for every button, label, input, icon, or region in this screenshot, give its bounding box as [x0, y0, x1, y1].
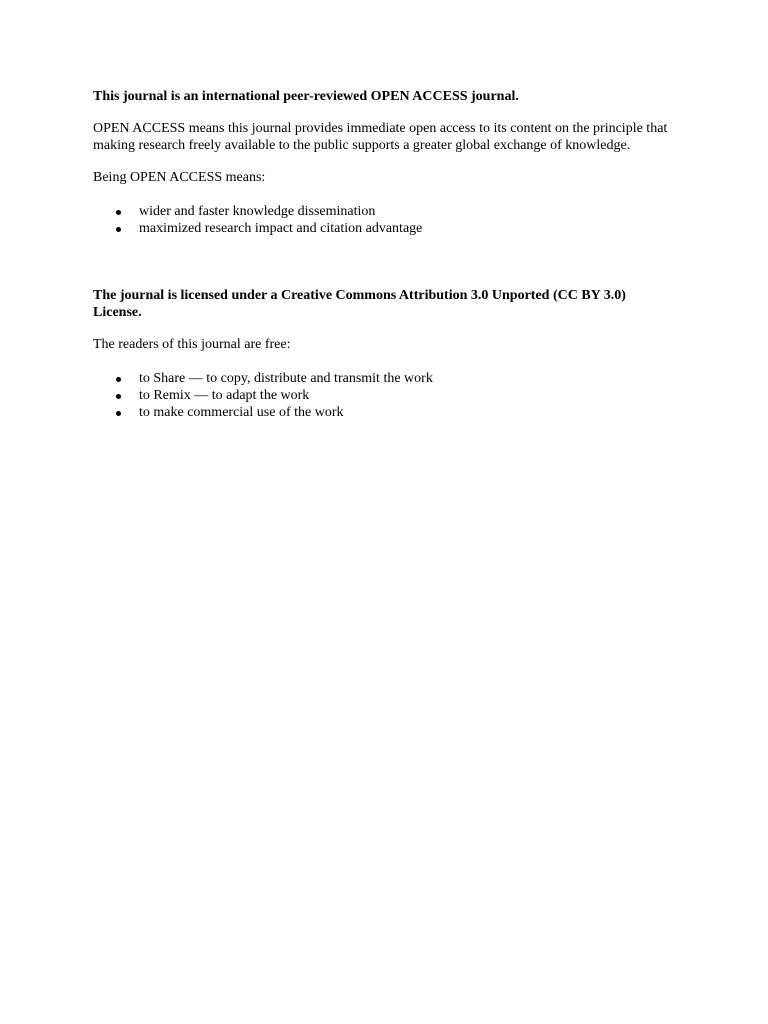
bullet-icon — [116, 377, 121, 382]
list-item-text: to make commercial use of the work — [139, 405, 344, 420]
document-body — [93, 88, 673, 421]
journal-heading: This journal is an international peer-reviewed OPEN ACCESS journal. — [93, 89, 519, 104]
benefits-list — [93, 203, 673, 237]
benefits-lead: Being OPEN ACCESS means: — [93, 170, 266, 185]
bullet-icon — [116, 227, 121, 232]
list-item — [93, 387, 673, 404]
bullet-icon — [116, 394, 121, 399]
license-heading: The journal is licensed under a Creative Commons Attribution 3.0 Unported (CC BY 3.0) License. — [93, 288, 626, 320]
list-item-text: to Remix — to adapt the work — [139, 388, 310, 403]
list-item-text: wider and faster knowledge dissemination — [139, 204, 376, 219]
list-item-text: maximized research impact and citation advantage — [139, 221, 423, 236]
open-access-description: OPEN ACCESS means this journal provides immediate open access to its content on the principle that making research freely available to the public supports a greater global exchange of knowledge. — [93, 121, 668, 153]
bullet-icon — [116, 210, 121, 215]
list-item — [93, 203, 673, 220]
freedoms-lead: The readers of this journal are free: — [93, 337, 291, 352]
freedoms-list — [93, 370, 673, 421]
list-item — [93, 404, 673, 421]
list-item-text: to Share — to copy, distribute and transmit the work — [139, 371, 433, 386]
list-item — [93, 220, 673, 237]
list-item — [93, 370, 673, 387]
bullet-icon — [116, 411, 121, 416]
